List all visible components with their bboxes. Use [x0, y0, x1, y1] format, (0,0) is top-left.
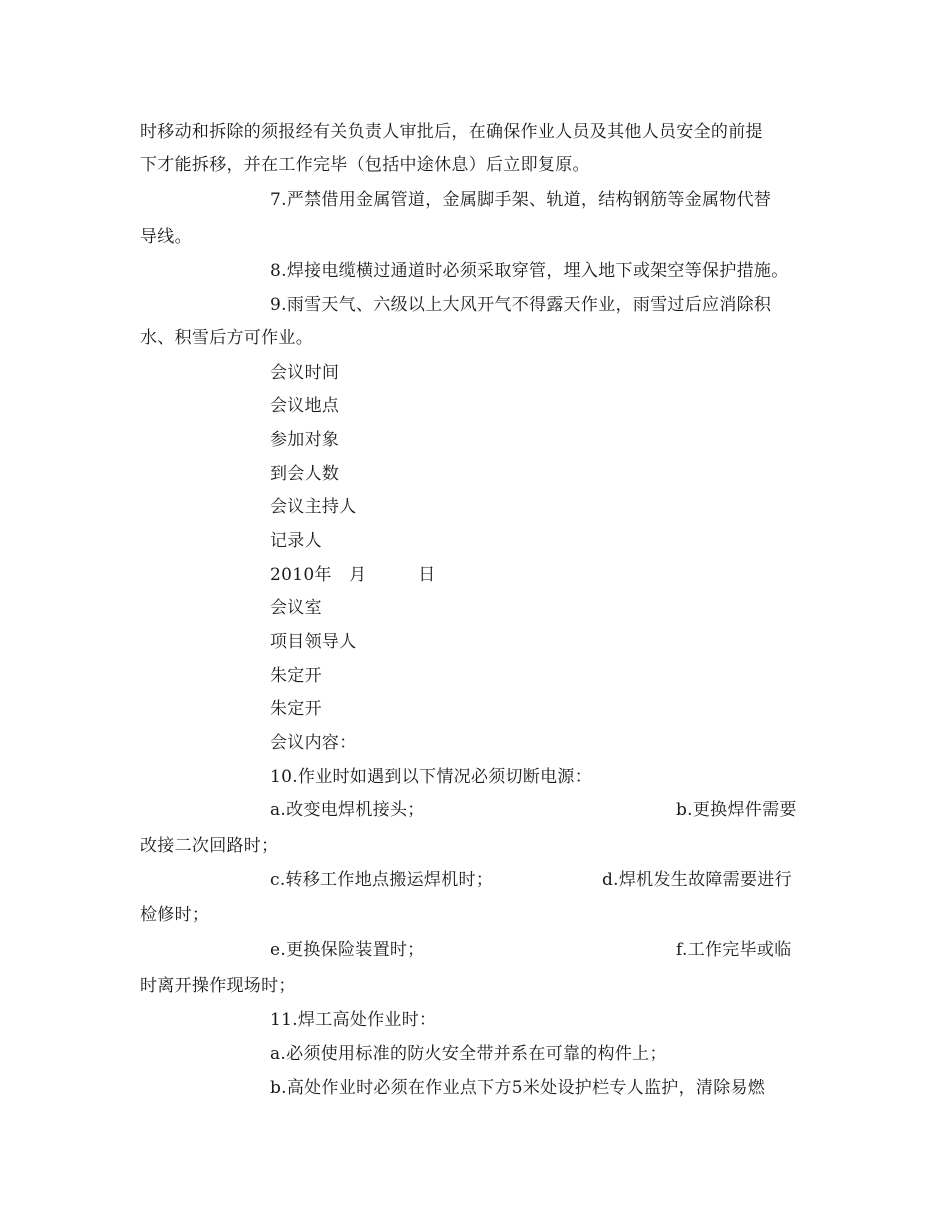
- meeting-participants-label: 参加对象: [270, 430, 340, 450]
- item-10-f-cont: 时离开操作现场时；: [140, 976, 296, 996]
- meeting-host-label: 会议主持人: [270, 497, 357, 517]
- meeting-date-value: 2010年 月 日: [270, 565, 436, 585]
- item-10-b: b.更换焊件需要: [676, 800, 797, 820]
- meeting-time-label: 会议时间: [270, 363, 340, 383]
- item-11-a: a.必须使用标准的防火安全带并系在可靠的构件上；: [270, 1044, 667, 1064]
- item-9-line: 水、积雪后方可作业。: [140, 328, 313, 348]
- item-10-b-cont: 改接二次回路时；: [140, 836, 279, 856]
- item-10-d-cont: 检修时；: [140, 905, 210, 925]
- item-9-line: 9.雨雪天气、六级以上大风开气不得露天作业，雨雪过后应消除积: [270, 295, 772, 315]
- item-11-heading: 11.焊工高处作业时：: [270, 1010, 437, 1030]
- meeting-place-value: 会议室: [270, 598, 322, 618]
- item-11-b: b.高处作业时必须在作业点下方5米处设护栏专人监护，清除易燃: [270, 1078, 766, 1098]
- paragraph-line: 时移动和拆除的须报经有关负责人审批后，在确保作业人员及其他人员安全的前提: [140, 122, 763, 142]
- meeting-participants-value: 项目领导人: [270, 632, 357, 652]
- item-10-d: d.焊机发生故障需要进行: [602, 870, 792, 890]
- paragraph-line: 下才能拆移，并在工作完毕（包括中途休息）后立即复原。: [140, 155, 590, 175]
- meeting-recorder-label: 记录人: [270, 531, 322, 551]
- meeting-content-label: 会议内容：: [270, 733, 357, 753]
- meeting-place-label: 会议地点: [270, 396, 340, 416]
- item-8-line: 8.焊接电缆横过通道时必须采取穿管，埋入地下或架空等保护措施。: [270, 261, 789, 281]
- item-10-a: a.改变电焊机接头；: [270, 800, 425, 820]
- item-10-c: c.转移工作地点搬运焊机时；: [270, 870, 494, 890]
- meeting-attendance-label: 到会人数: [270, 464, 340, 484]
- item-7-line: 导线。: [140, 227, 192, 247]
- item-10-heading: 10.作业时如遇到以下情况必须切断电源：: [270, 767, 593, 787]
- item-7-line: 7.严禁借用金属管道，金属脚手架、轨道，结构钢筋等金属物代替: [270, 190, 772, 210]
- meeting-recorder-value: 朱定开: [270, 699, 322, 719]
- item-10-f: f.工作完毕或临: [676, 940, 792, 960]
- item-10-e: e.更换保险装置时；: [270, 940, 425, 960]
- meeting-host-value: 朱定开: [270, 666, 322, 686]
